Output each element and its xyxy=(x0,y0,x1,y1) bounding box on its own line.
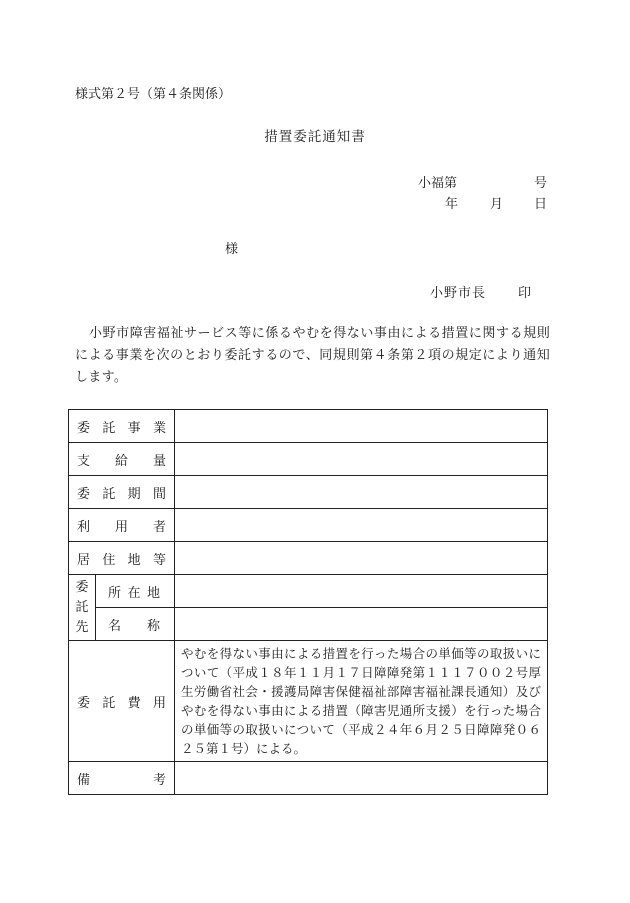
service-label: 委託事業 xyxy=(69,410,175,443)
contractor-location-value xyxy=(175,575,548,608)
issuer-name: 小野市長 xyxy=(430,286,487,301)
amount-label: 支給量 xyxy=(69,443,175,476)
table-row xyxy=(69,762,548,795)
amount-value xyxy=(175,443,548,476)
service-value xyxy=(175,410,548,443)
contractor-location-label: 所在地 xyxy=(96,575,175,608)
date-day-label: 日 xyxy=(534,197,548,212)
fee-text: やむを得ない事由による措置を行った場合の単価等の取扱いについて（平成１８年１１月１７日障障発第１１１７００２号厚生労働省社会・援護局障害保健福祉部障害福祉課長通知）及びやむを得ない事由による措置（障害児通所支援）を行った場合の単価等の取扱いについて（平成２４年６月２５日障障発０６２５第１号）による。 xyxy=(175,641,548,762)
table-row xyxy=(69,443,548,476)
table-row xyxy=(69,509,548,542)
table-row xyxy=(69,608,548,641)
contractor-name-label: 名称 xyxy=(96,608,175,641)
table-row xyxy=(69,410,548,443)
table-row xyxy=(69,542,548,575)
table-row xyxy=(69,575,548,608)
date-month-label: 月 xyxy=(490,197,504,212)
addressee-honorific: 様 xyxy=(225,242,239,257)
contractor-group-label: 委 託 先 xyxy=(69,575,96,641)
notice-body: 小野市障害福祉サービス等に係るやむを得ない事由による措置に関する規則による事業を次のとおり委託するので、同規則第４条第２項の規定により通知します。 xyxy=(75,326,550,385)
user-value xyxy=(175,509,548,542)
remarks-label: 備考 xyxy=(69,762,175,795)
reference-number-suffix: 号 xyxy=(534,176,548,191)
residence-label: 居住地等 xyxy=(69,542,175,575)
fee-label: 委託費用 xyxy=(69,641,175,762)
table-row xyxy=(69,641,548,762)
residence-value xyxy=(175,542,548,575)
user-label: 利用者 xyxy=(69,509,175,542)
period-label: 委託期間 xyxy=(69,476,175,509)
date-year-label: 年 xyxy=(445,197,459,212)
form-number: 様式第２号（第４条関係） xyxy=(75,87,232,102)
table-row xyxy=(69,476,548,509)
details-table xyxy=(68,409,548,795)
contractor-name-value xyxy=(175,608,548,641)
period-value xyxy=(175,476,548,509)
remarks-value xyxy=(175,762,548,795)
seal-mark: 印 xyxy=(518,286,532,301)
document-title: 措置委託通知書 xyxy=(264,129,366,145)
reference-number-prefix: 小福第 xyxy=(418,176,458,191)
